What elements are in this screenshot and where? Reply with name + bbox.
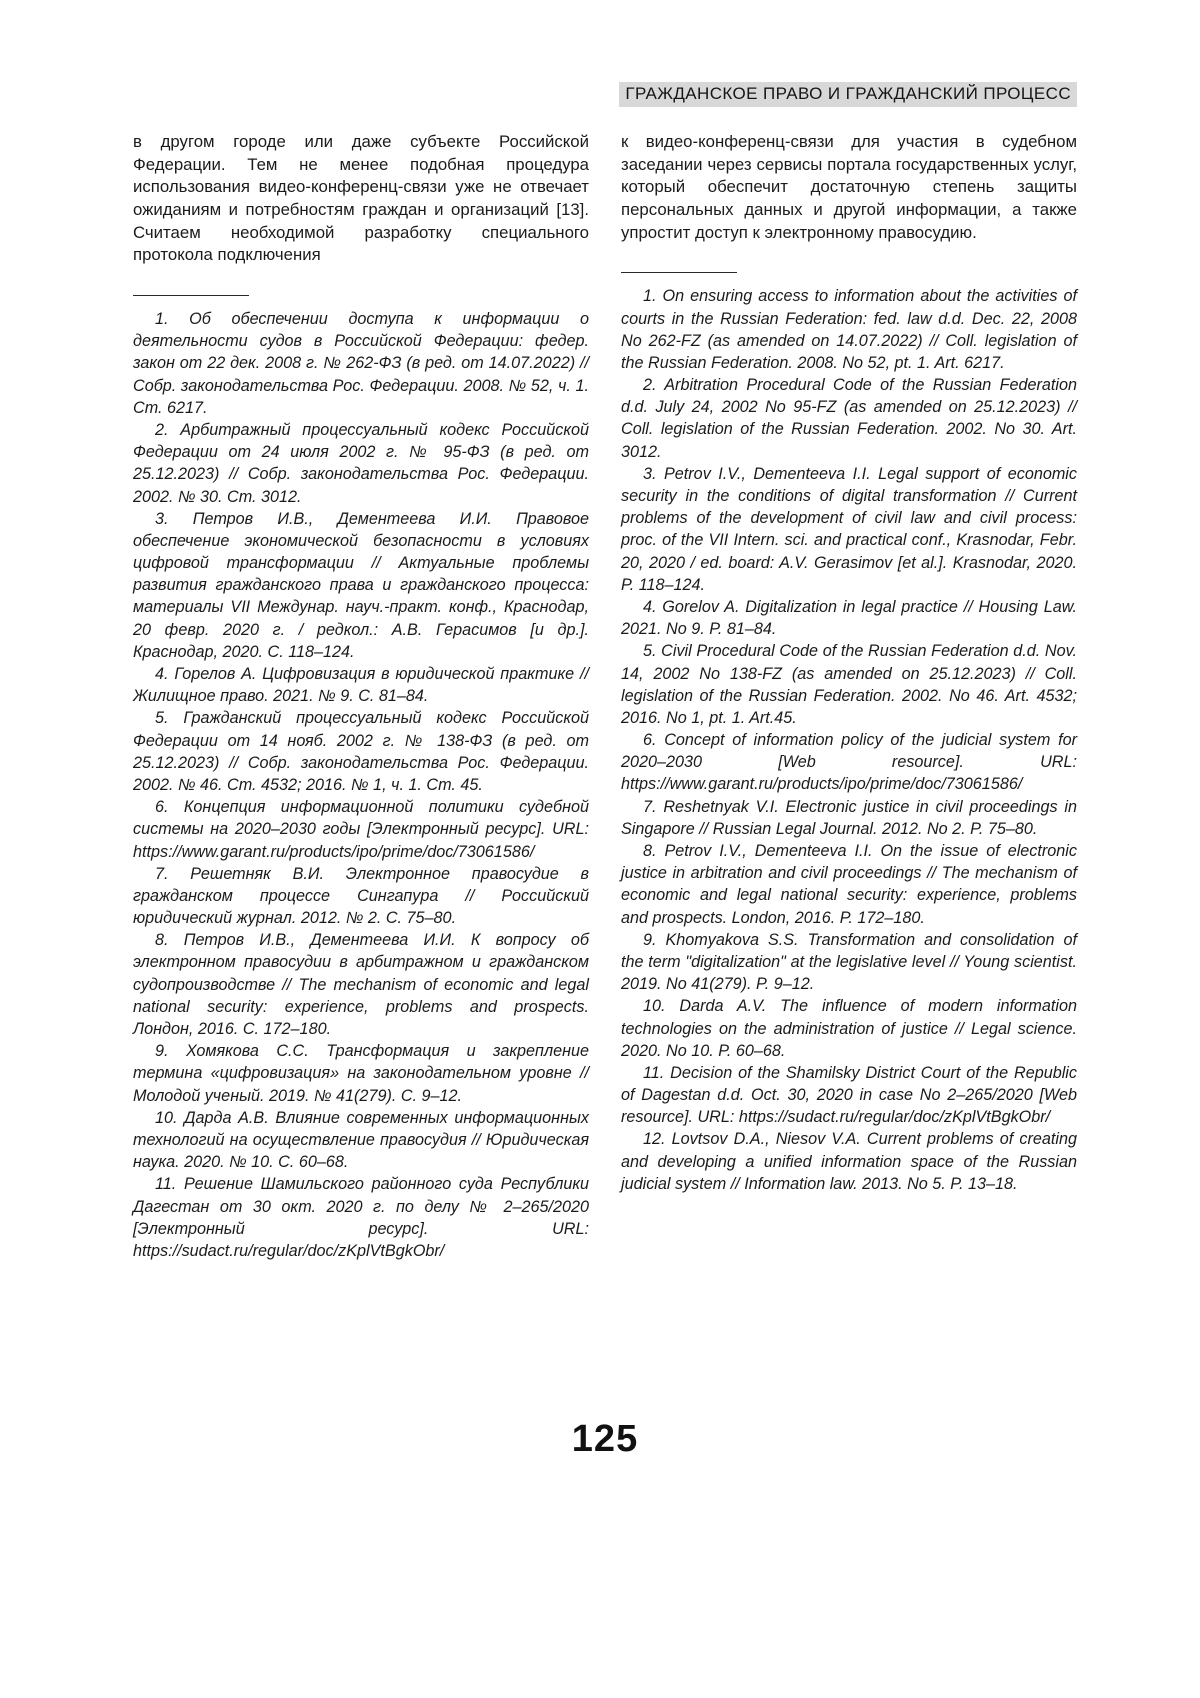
reference-item: 8. Петров И.В., Дементеева И.И. К вопросу об электронном правосудии в арбитражном и гражданском судопроизводстве // The mechanism of economic and legal national security: experience, problems and prospects. Лондон, 2016. С. 172–180. bbox=[133, 931, 589, 1039]
section-title: ГРАЖДАНСКОЕ ПРАВО И ГРАЖДАНСКИЙ ПРОЦЕСС bbox=[619, 82, 1077, 107]
reference-item: 3. Petrov I.V., Dementeeva I.I. Legal support of economic security in the conditions of digital transformation // Current problems of the development of civil law and civil process: proc. of the VII Intern. sci. and practical conf., Krasnodar, Febr. 20, 2020 / ed. board: A.V. Gerasimov [et al.]. Krasnodar, 2020. P. 118–124. bbox=[621, 464, 1077, 594]
two-column-layout bbox=[133, 131, 1077, 1262]
body-paragraph-right: к видео-конференц-связи для участия в судебном заседании через сервисы портала государственных услуг, который обеспечит достаточную степень защиты персональных данных и другой информации, а также упростит доступ к электронному правосудию. bbox=[621, 132, 1077, 242]
reference-item: 4. Горелов А. Цифровизация в юридической практике // Жилищное право. 2021. № 9. С. 81–84. bbox=[133, 665, 589, 706]
reference-item: 12. Lovtsov D.A., Niesov V.A. Current problems of creating and developing a unified information space of the Russian judicial system // Information law. 2013. No 5. P. 13–18. bbox=[621, 1130, 1077, 1193]
reference-item: 1. On ensuring access to information about the activities of courts in the Russian Federation: fed. law d.d. Dec. 22, 2008 No 262-FZ (as amended on 14.07.2022) // Coll. legislation of the Russian Federation. 2008. No 52, pt. 1. Art. 6217. bbox=[621, 287, 1077, 372]
reference-item: 2. Arbitration Procedural Code of the Russian Federation d.d. July 24, 2002 No 95-FZ (as amended on 25.12.2023) // Coll. legislation of the Russian Federation. 2002. No 30. Art. 3012. bbox=[621, 376, 1077, 461]
reference-item: 9. Хомякова С.С. Трансформация и закрепление термина «цифровизация» на законодательном уровне // Молодой ученый. 2019. № 41(279). С. 9–12. bbox=[133, 1042, 589, 1105]
reference-item: 6. Концепция информационной политики судебной системы на 2020–2030 годы [Электронный ресурс]. URL: https://www.garant.ru/products/ipo/prime/doc/73061586/ bbox=[133, 798, 589, 861]
reference-item: 4. Gorelov A. Digitalization in legal practice // Housing Law. 2021. No 9. P. 81–84. bbox=[621, 597, 1077, 639]
right-column bbox=[621, 131, 1077, 1195]
reference-item: 8. Petrov I.V., Dementeeva I.I. On the issue of electronic justice in arbitration and civil proceedings // The mechanism of economic and legal national security: experience, problems and prospects. London, 2016. P. 172–180. bbox=[621, 842, 1077, 927]
reference-item: 9. Khomyakova S.S. Transformation and consolidation of the term "digitalization" at the legislative level // Young scientist. 2019. No 41(279). P. 9–12. bbox=[621, 930, 1077, 994]
reference-item: 5. Гражданский процессуальный кодекс Российской Федерации от 14 нояб. 2002 г. № 138-ФЗ (в ред. от 25.12.2023) // Собр. законодательства Рос. Федерации. 2002. № 46. Ст. 4532; 2016. № 1, ч. 1. Ст. 45. bbox=[133, 709, 589, 794]
reference-item: 2. Арбитражный процессуальный кодекс Российской Федерации от 24 июля 2002 г. № 95-ФЗ (в ред. от 25.12.2023) // Собр. законодательства Рос. Федерации. 2002. № 30. Ст. 3012. bbox=[133, 420, 589, 506]
reference-item: 11. Решение Шамильского районного суда Республики Дагестан от 30 окт. 2020 г. по делу № 2–265/2020 [Электронный ресурс]. URL: https://sudact.ru/regular/doc/zKplVtBgkObr/ bbox=[133, 1175, 589, 1260]
reference-item: 7. Решетняк В.И. Электронное правосудие в гражданском процессе Сингапура // Российский юридический журнал. 2012. № 2. С. 75–80. bbox=[133, 864, 589, 928]
reference-item: 11. Decision of the Shamilsky District Court of the Republic of Dagestan d.d. Oct. 30, 2020 in case No 2–265/2020 [Web resource]. URL: https://sudact.ru/regular/doc/zKplVtBgkObr/ bbox=[621, 1063, 1077, 1127]
reference-item: 10. Darda A.V. The influence of modern information technologies on the administration of justice // Legal science. 2020. No 10. P. 60–68. bbox=[621, 997, 1077, 1060]
reference-item: 7. Reshetnyak V.I. Electronic justice in civil proceedings in Singapore // Russian Legal Journal. 2012. No 2. P. 75–80. bbox=[621, 797, 1077, 838]
running-head bbox=[133, 82, 1077, 107]
references-left bbox=[133, 308, 589, 1262]
page-number: 125 bbox=[571, 1418, 639, 1460]
reference-item: 1. Об обеспечении доступа к информации о деятельности судов в Российской Федерации: федер. закон от 22 дек. 2008 г. № 262-ФЗ (в ред. от 14.07.2022) // Собр. законодательства Рос. Федерации. 2008. № 52, ч. 1. Ст. 6217. bbox=[133, 310, 589, 417]
reference-item: 5. Civil Procedural Code of the Russian Federation d.d. Nov. 14, 2002 No 138-FZ (as amended on 25.12.2023) // Coll. legislation of the Russian Federation. 2002. No 46. Art. 4532; 2016. No 1, pt. 1. Art.45. bbox=[621, 642, 1077, 727]
footnote-rule-left bbox=[133, 295, 249, 296]
page-content bbox=[133, 82, 1077, 1262]
reference-item: 6. Concept of information policy of the judicial system for 2020–2030 [Web resource]. URL: https://www.garant.ru/products/ipo/prime/doc/73061586/ bbox=[621, 731, 1077, 794]
body-paragraph-left: в другом городе или даже субъекте Российской Федерации. Тем не менее подобная процедура использования видео-конференц-связи уже не отвечает ожиданиям и потребностям граждан и организаций [13]. Считаем необходимой разработку специального протокола подключения bbox=[133, 132, 589, 265]
left-column bbox=[133, 131, 589, 1262]
footnote-rule-right bbox=[621, 272, 737, 273]
references-right bbox=[621, 285, 1077, 1195]
reference-item: 3. Петров И.В., Дементеева И.И. Правовое обеспечение экономической безопасности в условиях цифровой трансформации // Актуальные проблемы развития гражданского права и гражданского процесса: материалы VII Междунар. науч.-практ. конф., Краснодар, 20 февр. 2020 г. / редкол.: А.В. Герасимов [и др.]. Краснодар, 2020. С. 118–124. bbox=[133, 509, 589, 661]
reference-item: 10. Дарда А.В. Влияние современных информационных технологий на осуществление правосудия // Юридическая наука. 2020. № 10. С. 60–68. bbox=[133, 1108, 589, 1172]
